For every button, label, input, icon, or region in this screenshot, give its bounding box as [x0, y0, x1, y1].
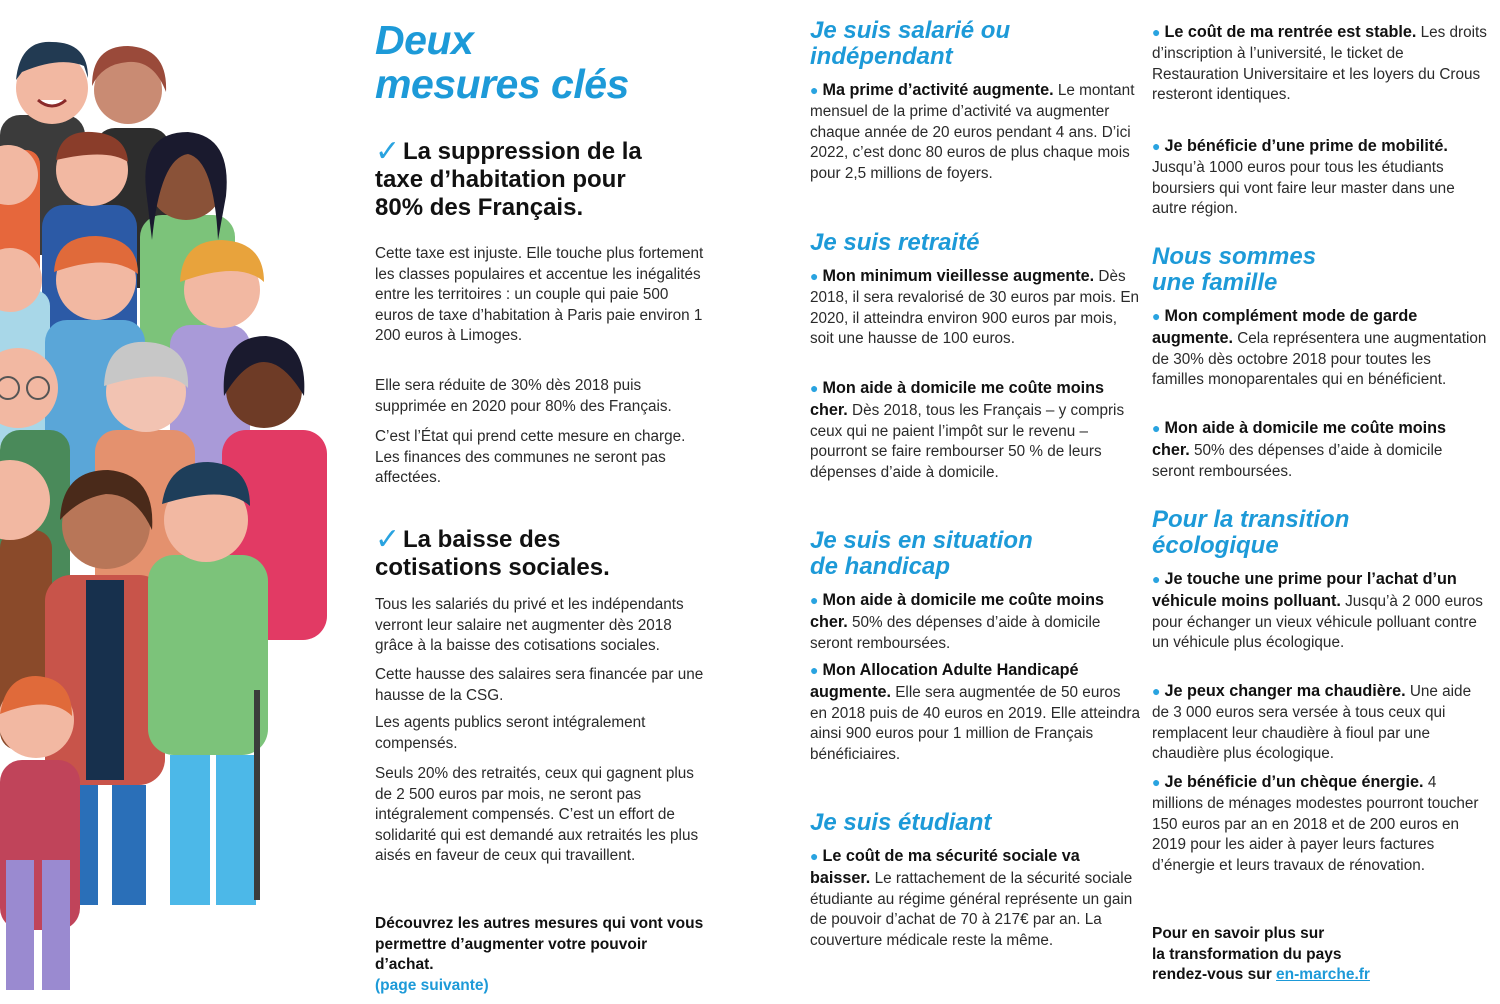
bullet-icon: ●: [1152, 774, 1161, 790]
page-title: Deux mesures clés: [375, 17, 629, 107]
bullet-icon: ●: [810, 662, 819, 678]
section-title-ecologie: Pour la transition écologique: [1152, 506, 1350, 559]
paragraph: Cette taxe est injuste. Elle touche plus fortement les classes populaires et accentue les inégalités entre les territoires : un couple qui paie 500 euros de taxe d’habitation à Paris paie environ 1 200 euros à Limoges.: [375, 245, 704, 344]
list-item: ● Je touche une prime pour l’achat d’un véhicule moins polluant. Jusqu’à 2 000 euros pour échanger un vieux véhicule polluant contre un véhicule plus écologique.: [1152, 570, 1483, 652]
bullet-icon: ●: [810, 848, 819, 864]
section-title-salarie: Je suis salarié ou indépendant: [810, 17, 1011, 70]
list-item: ● Mon aide à domicile me coûte moins cher. Dès 2018, tous les Français – y compris ceux qui ne paient l’impôt sur le revenu – pourront se faire rembourser 50 % de leurs dépenses d’aide à domicile.: [810, 379, 1125, 482]
cta-text: Découvrez les autres mesures qui vont vous permettre d’augmenter votre pouvoir d’achat. (page suivante): [375, 914, 705, 996]
bullet-icon: ●: [1152, 308, 1161, 324]
section-title-famille: Nous sommes une famille: [1152, 243, 1317, 296]
list-item: ● Mon aide à domicile me coûte moins cher. 50% des dépenses d’aide à domicile seront remboursées.: [1152, 419, 1447, 480]
checkmark-icon: ✓: [375, 135, 401, 168]
checkmark-icon: ✓: [375, 523, 401, 556]
bullet-icon: ●: [1152, 24, 1161, 40]
list-item: ● Le coût de ma rentrée est stable. Les droits d’inscription à l’université, le ticket de Restauration Universitaire et les loyers du Crous resteront identiques.: [1152, 23, 1487, 104]
list-item: ● Ma prime d’activité augmente. Le montant mensuel de la prime d’activité va augmenter chaque année de 20 euros pendant 4 ans. D’ici 2022, c’est donc 80 euros de plus chaque mois pour 2,5 millions de foyers.: [810, 81, 1135, 183]
person-figure: [0, 676, 80, 990]
list-item: ● Mon aide à domicile me coûte moins cher. 50% des dépenses d’aide à domicile seront remboursées.: [810, 591, 1105, 652]
footer-text: Pour en savoir plus sur la transformation du pays rendez-vous sur en-marche.fr: [1152, 925, 1370, 983]
bullet-icon: ●: [810, 592, 819, 608]
section-title-etudiant: Je suis étudiant: [810, 809, 992, 836]
paragraph: Les agents publics seront intégralement compensés.: [375, 714, 646, 752]
list-item: ● Mon minimum vieillesse augmente. Dès 2018, il sera revalorisé de 30 euros par mois. En 2020, il atteindra environ 900 euros par mois, soit une hausse de 100 euros.: [810, 267, 1140, 348]
list-item: ● Mon complément mode de garde augmente. Cela représentera une augmentation de 30% dès octobre 2018 pour toutes les familles monoparentales qui en bénéficient.: [1152, 307, 1487, 389]
bullet-icon: ●: [1152, 683, 1161, 699]
list-item: ● Je peux changer ma chaudière. Une aide de 3 000 euros sera versée à tous ceux qui remplacent leur chaudière à fioul par une chaudière plus écologique.: [1152, 682, 1472, 763]
measure-heading-taxe: ✓ La suppression de la taxe d’habitation pour 80% des Français.: [375, 135, 642, 221]
bullet-icon: ●: [810, 380, 819, 396]
bullet-icon: ●: [1152, 571, 1161, 587]
bullet-icon: ●: [1152, 420, 1161, 436]
next-page-link[interactable]: (page suivante): [375, 976, 489, 994]
paragraph: Tous les salariés du privé et les indépendants verront leur salaire net augmenter dès 2018 grâce à la baisse des cotisations sociales.: [375, 596, 684, 654]
section-title-retraite: Je suis retraité: [810, 229, 980, 256]
list-item: ● Je bénéficie d’une prime de mobilité. Jusqu’à 1000 euros pour tous les étudiants boursiers qui vont faire leur master dans une autre région.: [1152, 137, 1455, 218]
bullet-icon: ●: [1152, 138, 1161, 154]
paragraph: C’est l’État qui prend cette mesure en charge. Les finances des communes ne seront pas affectées.: [375, 428, 686, 486]
bullet-icon: ●: [810, 268, 819, 284]
list-item: ● Le coût de ma sécurité sociale va baisser. Le rattachement de la sécurité sociale étudiante au régime général représente un gain de pouvoir d’achat de 70 à 217€ par an. La couverture médicale reste la même.: [810, 847, 1133, 950]
list-item: ● Je bénéficie d’un chèque énergie. 4 millions de ménages modestes pourront toucher 150 euros par an en 2018 et de 200 euros en 2019 pour les aider à payer leurs factures d’énergie et leurs travaux de rénovation.: [1152, 773, 1479, 875]
measure-heading-cotisations: ✓ La baisse des cotisations sociales.: [375, 523, 610, 581]
list-item: ● Mon Allocation Adulte Handicapé augmente. Elle sera augmentée de 50 euros en 2018 puis de 40 euros en 2019. Elle atteindra ainsi 900 euros pour 1 million de Français bénéficiaires.: [810, 661, 1140, 764]
paragraph: Elle sera réduite de 30% dès 2018 puis supprimée en 2020 pour 80% des Français.: [375, 377, 672, 415]
people-illustration: [0, 0, 340, 1004]
website-link[interactable]: en-marche.fr: [1276, 966, 1370, 983]
paragraph: Cette hausse des salaires sera financée par une hausse de la CSG.: [375, 666, 704, 704]
section-title-handicap: Je suis en situation de handicap: [810, 527, 1033, 580]
bullet-icon: ●: [810, 82, 819, 98]
paragraph: Seuls 20% des retraités, ceux qui gagnent plus de 2 500 euros par mois, ne seront pas intégralement compensés. C’est un effort de solidarité qui est demandé aux retraités les plus aisés en faveur de ceux qui travaillent.: [375, 765, 699, 864]
